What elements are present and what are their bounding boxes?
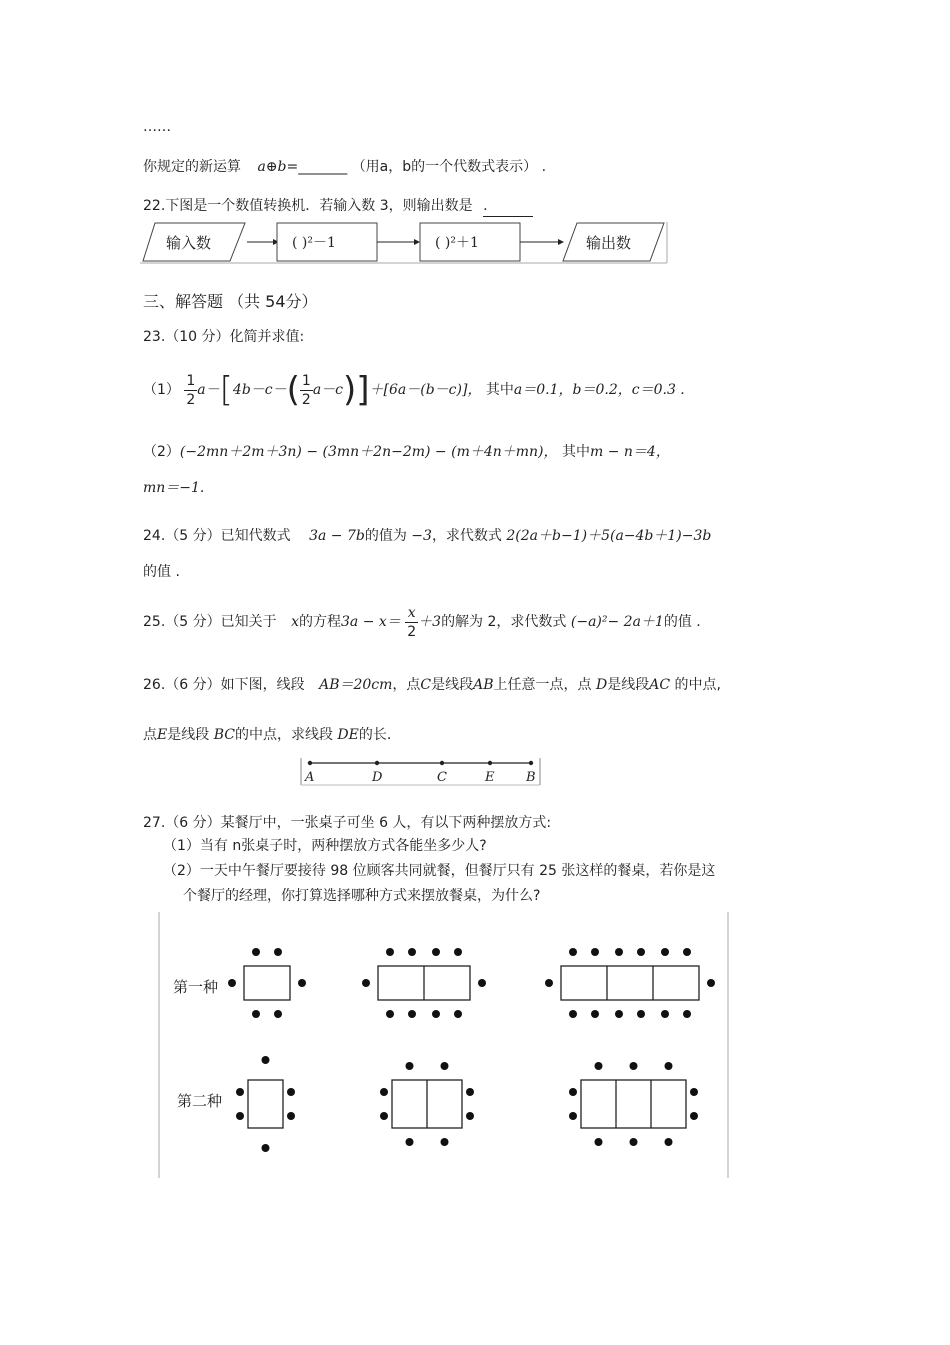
table-arrangement-figure — [157, 910, 732, 1178]
method2-seat-bottom — [262, 1144, 270, 1152]
method1-seat-left — [228, 979, 236, 987]
method2-seat-right — [690, 1112, 698, 1120]
q25-expr: (−a)²− 2a＋1 — [570, 614, 664, 630]
method1-seat-top — [615, 948, 623, 956]
method2-seat-right — [466, 1088, 474, 1096]
q23-part2 — [143, 442, 670, 462]
q23-p1-cond-label: 其中 — [485, 382, 514, 398]
point-c-label: C — [437, 770, 447, 785]
q24-mid: 的值为 — [364, 528, 407, 544]
q23-p1-fraction2 — [300, 372, 313, 409]
q23-p1-mid: 4b－c－ — [232, 382, 287, 398]
method1-seat-top — [454, 948, 462, 956]
method2-seat-bottom — [441, 1138, 449, 1146]
q26-ac: AC — [649, 677, 671, 693]
q26-mid5: 的中点, — [674, 677, 721, 693]
q22-line — [143, 196, 533, 217]
point-d-label: D — [372, 770, 383, 785]
q22-answer: . — [483, 196, 533, 217]
q26-d: D — [596, 677, 608, 693]
q26-line1 — [143, 675, 721, 695]
method1-label: 第一种 — [173, 978, 219, 996]
q26-mid3: 上任意一点，点 — [493, 677, 592, 693]
point-e-label: E — [485, 770, 495, 785]
q23-p1-a: a－ — [197, 382, 220, 398]
method2-seat-left — [569, 1112, 577, 1120]
q23-title: 23.（10 分）化简并求值: — [143, 329, 305, 345]
method2-seat-bottom — [665, 1138, 673, 1146]
q23-p1-fraction — [184, 372, 197, 409]
q23-p1-frac-num: 1 — [186, 372, 196, 389]
method1-seat-bottom — [683, 1010, 691, 1018]
q23-p1-frac2-den: 2 — [301, 391, 311, 408]
method2-seat-top — [665, 1062, 673, 1070]
method2-seat-top — [630, 1062, 638, 1070]
q23-p1-cond: a＝0.1，b＝0.2，c＝0.3 . — [513, 382, 685, 398]
method1-seat-right — [298, 979, 306, 987]
arrow-3-head — [558, 239, 564, 245]
q26-line2-mid: 是线段 — [167, 727, 210, 743]
q23-p2-cond2: mn＝−1. — [143, 480, 205, 496]
q21-prefix: 你规定的新运算 — [143, 159, 241, 175]
q26-e: E — [157, 727, 168, 743]
point-b-dot — [529, 761, 533, 765]
q23-p2-cond-label: 其中 — [561, 444, 590, 460]
q27-part2b: 个餐厅的经理，你打算选择哪种方式来摆放餐桌，为什么? — [183, 888, 541, 904]
method2-seat-top — [441, 1062, 449, 1070]
q25-frac-den: 2 — [407, 623, 417, 640]
q24-prefix: 24.（5 分）已知代数式 — [143, 528, 291, 544]
q25-mid2: 的解为 2，求代数式 — [441, 614, 567, 630]
method2-seat-right — [466, 1112, 474, 1120]
q23-p1-lparen: ( — [286, 370, 300, 410]
q26-c: C — [420, 677, 432, 693]
method1-table-group-3 — [561, 966, 699, 1000]
method2-seat-left — [380, 1088, 388, 1096]
method1-seat-top — [252, 948, 260, 956]
q25-prefix: 25.（5 分）已知关于 — [143, 614, 277, 630]
method2-seat-left — [236, 1112, 244, 1120]
point-b-label: B — [526, 770, 536, 785]
method2-label: 第二种 — [177, 1092, 223, 1110]
q24-mid2: ，求代数式 — [431, 528, 502, 544]
method2-table-group-3 — [581, 1080, 686, 1128]
method1-seat-top — [637, 948, 645, 956]
step2-label: ( )²＋1 — [435, 235, 479, 251]
method1-seat-top — [591, 948, 599, 956]
q26-ab2: AB — [473, 677, 494, 693]
q23-p2-label: （2） — [143, 444, 180, 460]
method2-seat-top — [262, 1056, 270, 1064]
method1-seat-bottom — [569, 1010, 577, 1018]
q27-title: 27.（6 分）某餐厅中，一张桌子可坐 6 人，有以下两种摆放方式: — [143, 815, 552, 831]
method1-seat-bottom — [454, 1010, 462, 1018]
method1-seat-bottom — [661, 1010, 669, 1018]
q24-expr2: 2(2a＋b−1)＋5(a−4b＋1)−3b — [506, 528, 712, 544]
method2-seat-right — [287, 1088, 295, 1096]
q24-tail: 的值 . — [143, 564, 180, 580]
q24-line — [143, 526, 711, 546]
segment-diagram — [300, 756, 545, 788]
q23-part1 — [143, 368, 685, 412]
method1-seat-right — [478, 979, 486, 987]
method1-seat-bottom — [386, 1010, 394, 1018]
point-e-dot — [488, 761, 492, 765]
ellipsis: …… — [143, 119, 171, 135]
q23-p1-frac-den: 2 — [186, 391, 196, 408]
method1-seat-bottom — [591, 1010, 599, 1018]
method1-table-group-1 — [244, 966, 290, 1000]
method2-table-group-1 — [248, 1080, 283, 1128]
q21-expr: a⊕b= — [257, 159, 299, 175]
q25-frac-num: x — [405, 604, 418, 623]
method2-seat-top — [595, 1062, 603, 1070]
method1-seat-left — [545, 979, 553, 987]
q23-p1-rparen: ) — [343, 370, 357, 410]
q26-mid1: ，点 — [392, 677, 421, 693]
section-title: 三、解答题 （共 54分） — [143, 292, 318, 311]
q26-line2-tail: 的长. — [358, 727, 392, 743]
q27-part1: （1）当有 n张桌子时，两种摆放方式各能坐多少人? — [163, 838, 487, 854]
q26-de: DE — [337, 727, 359, 743]
method2-seat-top — [406, 1062, 414, 1070]
q24-expr1: 3a − 7b — [309, 528, 365, 544]
method1-seat-top — [683, 948, 691, 956]
q26-line2-mid2: 的中点，求线段 — [234, 727, 333, 743]
q26-line2-prefix: 点 — [143, 727, 157, 743]
input-label: 输入数 — [166, 234, 212, 252]
method2-seat-left — [380, 1112, 388, 1120]
q25-eq-right: ＋3 — [418, 614, 442, 630]
q25-eq-left: 3a − x＝ — [340, 614, 401, 630]
method1-seat-top — [569, 948, 577, 956]
method1-seat-bottom — [274, 1010, 282, 1018]
method1-seat-top — [408, 948, 416, 956]
method2-seat-bottom — [630, 1138, 638, 1146]
q27-part2: （2）一天中午餐厅要接待 98 位顾客共同就餐，但餐厅只有 25 张这样的餐桌，若你是这 — [163, 863, 716, 879]
q26-mid2: 是线段 — [431, 677, 474, 693]
q22-text: 22.下图是一个数值转换机．若输入数 3，则输出数是 — [143, 198, 473, 214]
q24-val: −3 — [411, 528, 432, 544]
conversion-machine-diagram — [140, 218, 680, 268]
method2-seat-bottom — [406, 1138, 414, 1146]
method2-seat-left — [569, 1088, 577, 1096]
point-d-dot — [375, 761, 379, 765]
q23-p1-frac2-num: 1 — [301, 372, 311, 389]
q25-line — [143, 600, 701, 644]
q25-fraction — [405, 604, 418, 641]
q21-blank: _______ — [298, 159, 348, 175]
arrow-2-head — [414, 239, 420, 245]
point-a-label: A — [305, 770, 315, 785]
q23-p1-rbracket: ] — [356, 370, 370, 410]
method1-seat-bottom — [408, 1010, 416, 1018]
q23-p2-expr: (−2mn＋2m＋3n) − (3mn＋2n−2m) − (m＋4n＋mn)， — [179, 444, 558, 460]
method2-seat-bottom — [595, 1138, 603, 1146]
q25-tail: 的值 . — [663, 614, 701, 630]
output-label: 输出数 — [586, 234, 632, 252]
method1-seat-bottom — [637, 1010, 645, 1018]
method2-seat-right — [287, 1112, 295, 1120]
q23-p1-lbracket: [ — [219, 370, 233, 410]
q21-line — [143, 157, 546, 177]
q23-p2-cond: m − n＝4， — [589, 444, 670, 460]
point-c-dot — [440, 761, 444, 765]
q25-var: x — [291, 614, 299, 630]
method1-seat-top — [386, 948, 394, 956]
q25-mid: 的方程 — [298, 614, 341, 630]
method2-seat-right — [690, 1088, 698, 1096]
q23-p1-tail: ＋[6a－(b－c)]， — [369, 382, 482, 398]
method1-seat-top — [274, 948, 282, 956]
q21-suffix: （用a，b的一个代数式表示） . — [351, 159, 547, 175]
method1-seat-bottom — [432, 1010, 440, 1018]
q23-p1-mid2: a－c — [312, 382, 344, 398]
method1-seat-bottom — [252, 1010, 260, 1018]
q26-mid4: 是线段 — [607, 677, 650, 693]
point-a-dot — [308, 761, 312, 765]
method1-seat-top — [661, 948, 669, 956]
method1-seat-right — [707, 979, 715, 987]
method1-seat-top — [432, 948, 440, 956]
q23-p1-label: （1） — [143, 382, 180, 398]
q26-ab: AB＝20cm — [319, 677, 393, 693]
method1-seat-left — [362, 979, 370, 987]
step1-label: ( )²－1 — [292, 235, 336, 251]
q26-line2 — [143, 725, 391, 745]
q26-bc: BC — [213, 727, 235, 743]
q26-prefix: 26.（6 分）如下图，线段 — [143, 677, 305, 693]
method2-seat-left — [236, 1088, 244, 1096]
method1-seat-bottom — [615, 1010, 623, 1018]
